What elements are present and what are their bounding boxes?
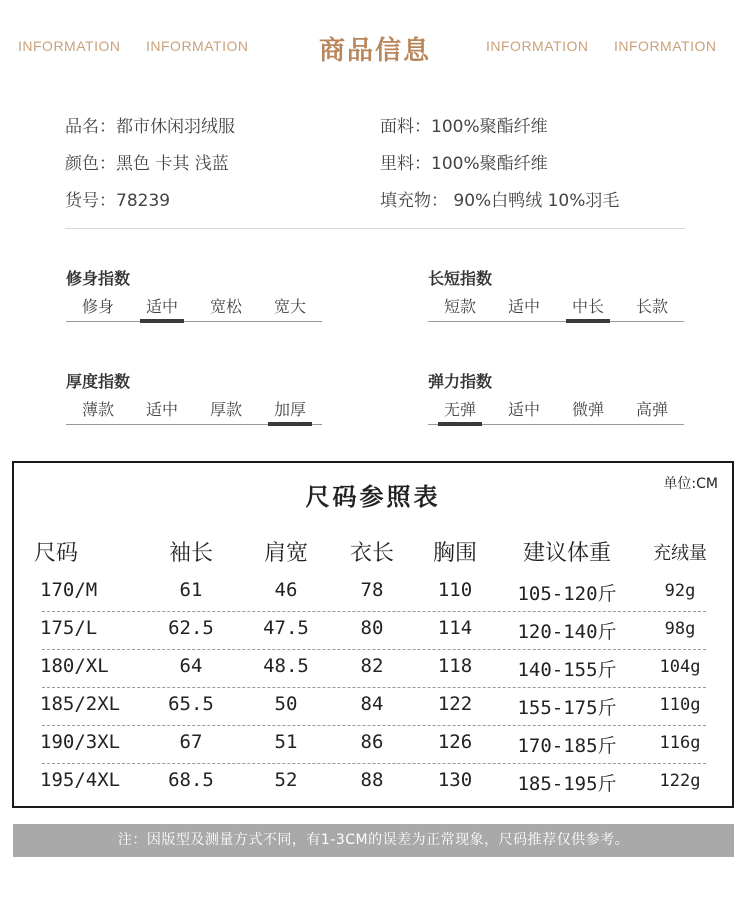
index-option: 长款 (635, 297, 668, 316)
index-option: 无弹 (443, 400, 476, 419)
table-cell: 65.5 (168, 693, 214, 715)
index-option: 修身 (81, 297, 114, 316)
table-cell: 84 (360, 693, 384, 715)
index-option: 宽大 (273, 297, 306, 316)
info-tag-4: INFORMATION (614, 38, 717, 54)
table-cell: 130 (437, 769, 473, 791)
index-selected-marker (438, 422, 482, 426)
table-cell: 52 (274, 769, 298, 791)
table-cell: 120-140斤 (517, 621, 617, 643)
table-cell: 180/XL (40, 655, 109, 677)
product-colors: 颜色：黑色 卡其 浅蓝 (65, 154, 229, 174)
table-cell: 175/L (40, 617, 98, 639)
product-name: 品名：都市休闲羽绒服 (65, 117, 235, 137)
table-cell: 126 (437, 731, 473, 753)
product-sku: 货号：78239 (65, 191, 171, 211)
table-cell: 61 (179, 579, 203, 601)
index-scale-line (428, 321, 684, 322)
table-cell: 51 (274, 731, 298, 753)
table-cell: 118 (437, 655, 473, 677)
size-table (12, 461, 734, 808)
table-cell: 114 (437, 617, 473, 639)
header-length: 衣长 (349, 541, 394, 566)
section-title: 商品信息 (318, 36, 431, 66)
product-fabric: 面料：100%聚酯纤维 (380, 117, 548, 137)
disclaimer-note: 注：因版型及测量方式不同，有1-3CM的误差为正常现象，尺码推荐仅供参考。 (13, 824, 734, 857)
index-option: 适中 (145, 400, 178, 419)
table-cell: 64 (179, 655, 203, 677)
index-option: 中长 (571, 297, 604, 316)
table-cell: 78 (360, 579, 384, 601)
row-divider (42, 649, 706, 650)
row-divider (42, 611, 706, 612)
table-cell: 98g (664, 619, 696, 639)
table-cell: 88 (360, 769, 384, 791)
table-cell: 68.5 (168, 769, 214, 791)
table-cell: 110g (659, 695, 701, 715)
table-cell: 140-155斤 (517, 659, 617, 681)
header-chest: 胸围 (432, 541, 477, 566)
divider (65, 228, 685, 229)
table-cell: 110 (437, 579, 473, 601)
header-weight: 建议体重 (522, 541, 611, 566)
table-cell: 62.5 (168, 617, 214, 639)
index-option: 宽松 (209, 297, 242, 316)
table-cell: 122g (659, 771, 701, 791)
index-selected-marker (268, 422, 312, 426)
row-divider (42, 725, 706, 726)
index-option: 适中 (507, 400, 540, 419)
table-cell: 170-185斤 (517, 735, 617, 757)
info-tag-2: INFORMATION (146, 38, 249, 54)
table-cell: 170/M (40, 579, 98, 601)
info-tag-1: INFORMATION (18, 38, 121, 54)
product-filling: 填充物： 90%白鸭绒 10%羽毛 (380, 191, 620, 211)
table-cell: 50 (274, 693, 298, 715)
index-option: 厚款 (209, 400, 242, 419)
index-scale-line (66, 321, 322, 322)
table-cell: 46 (274, 579, 298, 601)
header-size: 尺码 (34, 541, 79, 566)
index-selected-marker (566, 319, 610, 323)
index-selected-marker (140, 319, 184, 323)
index-title: 厚度指数 (66, 372, 131, 391)
table-cell: 105-120斤 (517, 583, 617, 605)
table-cell: 67 (179, 731, 203, 753)
index-option: 高弹 (635, 400, 668, 419)
table-cell: 82 (360, 655, 384, 677)
row-divider (42, 763, 706, 764)
table-cell: 195/4XL (40, 769, 121, 791)
header-down-fill: 充绒量 (653, 543, 707, 564)
index-option: 适中 (145, 297, 178, 316)
table-title: 尺码参照表 (305, 483, 441, 511)
table-cell: 47.5 (263, 617, 309, 639)
header-shoulder: 肩宽 (263, 541, 308, 566)
row-divider (42, 687, 706, 688)
table-cell: 80 (360, 617, 384, 639)
table-cell: 185-195斤 (517, 773, 617, 795)
product-lining: 里料：100%聚酯纤维 (380, 154, 548, 174)
index-option: 薄款 (81, 400, 114, 419)
index-option: 加厚 (273, 400, 306, 419)
table-cell: 104g (659, 657, 701, 677)
table-cell: 48.5 (263, 655, 309, 677)
index-option: 短款 (443, 297, 476, 316)
index-option: 适中 (507, 297, 540, 316)
table-cell: 190/3XL (40, 731, 121, 753)
unit-label: 单位:CM (663, 476, 718, 492)
index-title: 长短指数 (428, 269, 493, 288)
index-title: 修身指数 (66, 269, 131, 288)
info-tag-3: INFORMATION (486, 38, 589, 54)
index-option: 微弹 (571, 400, 604, 419)
table-cell: 122 (437, 693, 473, 715)
table-cell: 155-175斤 (517, 697, 617, 719)
index-title: 弹力指数 (428, 372, 493, 391)
header-sleeve: 袖长 (168, 541, 213, 566)
table-cell: 116g (659, 733, 701, 753)
table-cell: 86 (360, 731, 384, 753)
table-cell: 185/2XL (40, 693, 121, 715)
table-cell: 92g (664, 581, 696, 601)
